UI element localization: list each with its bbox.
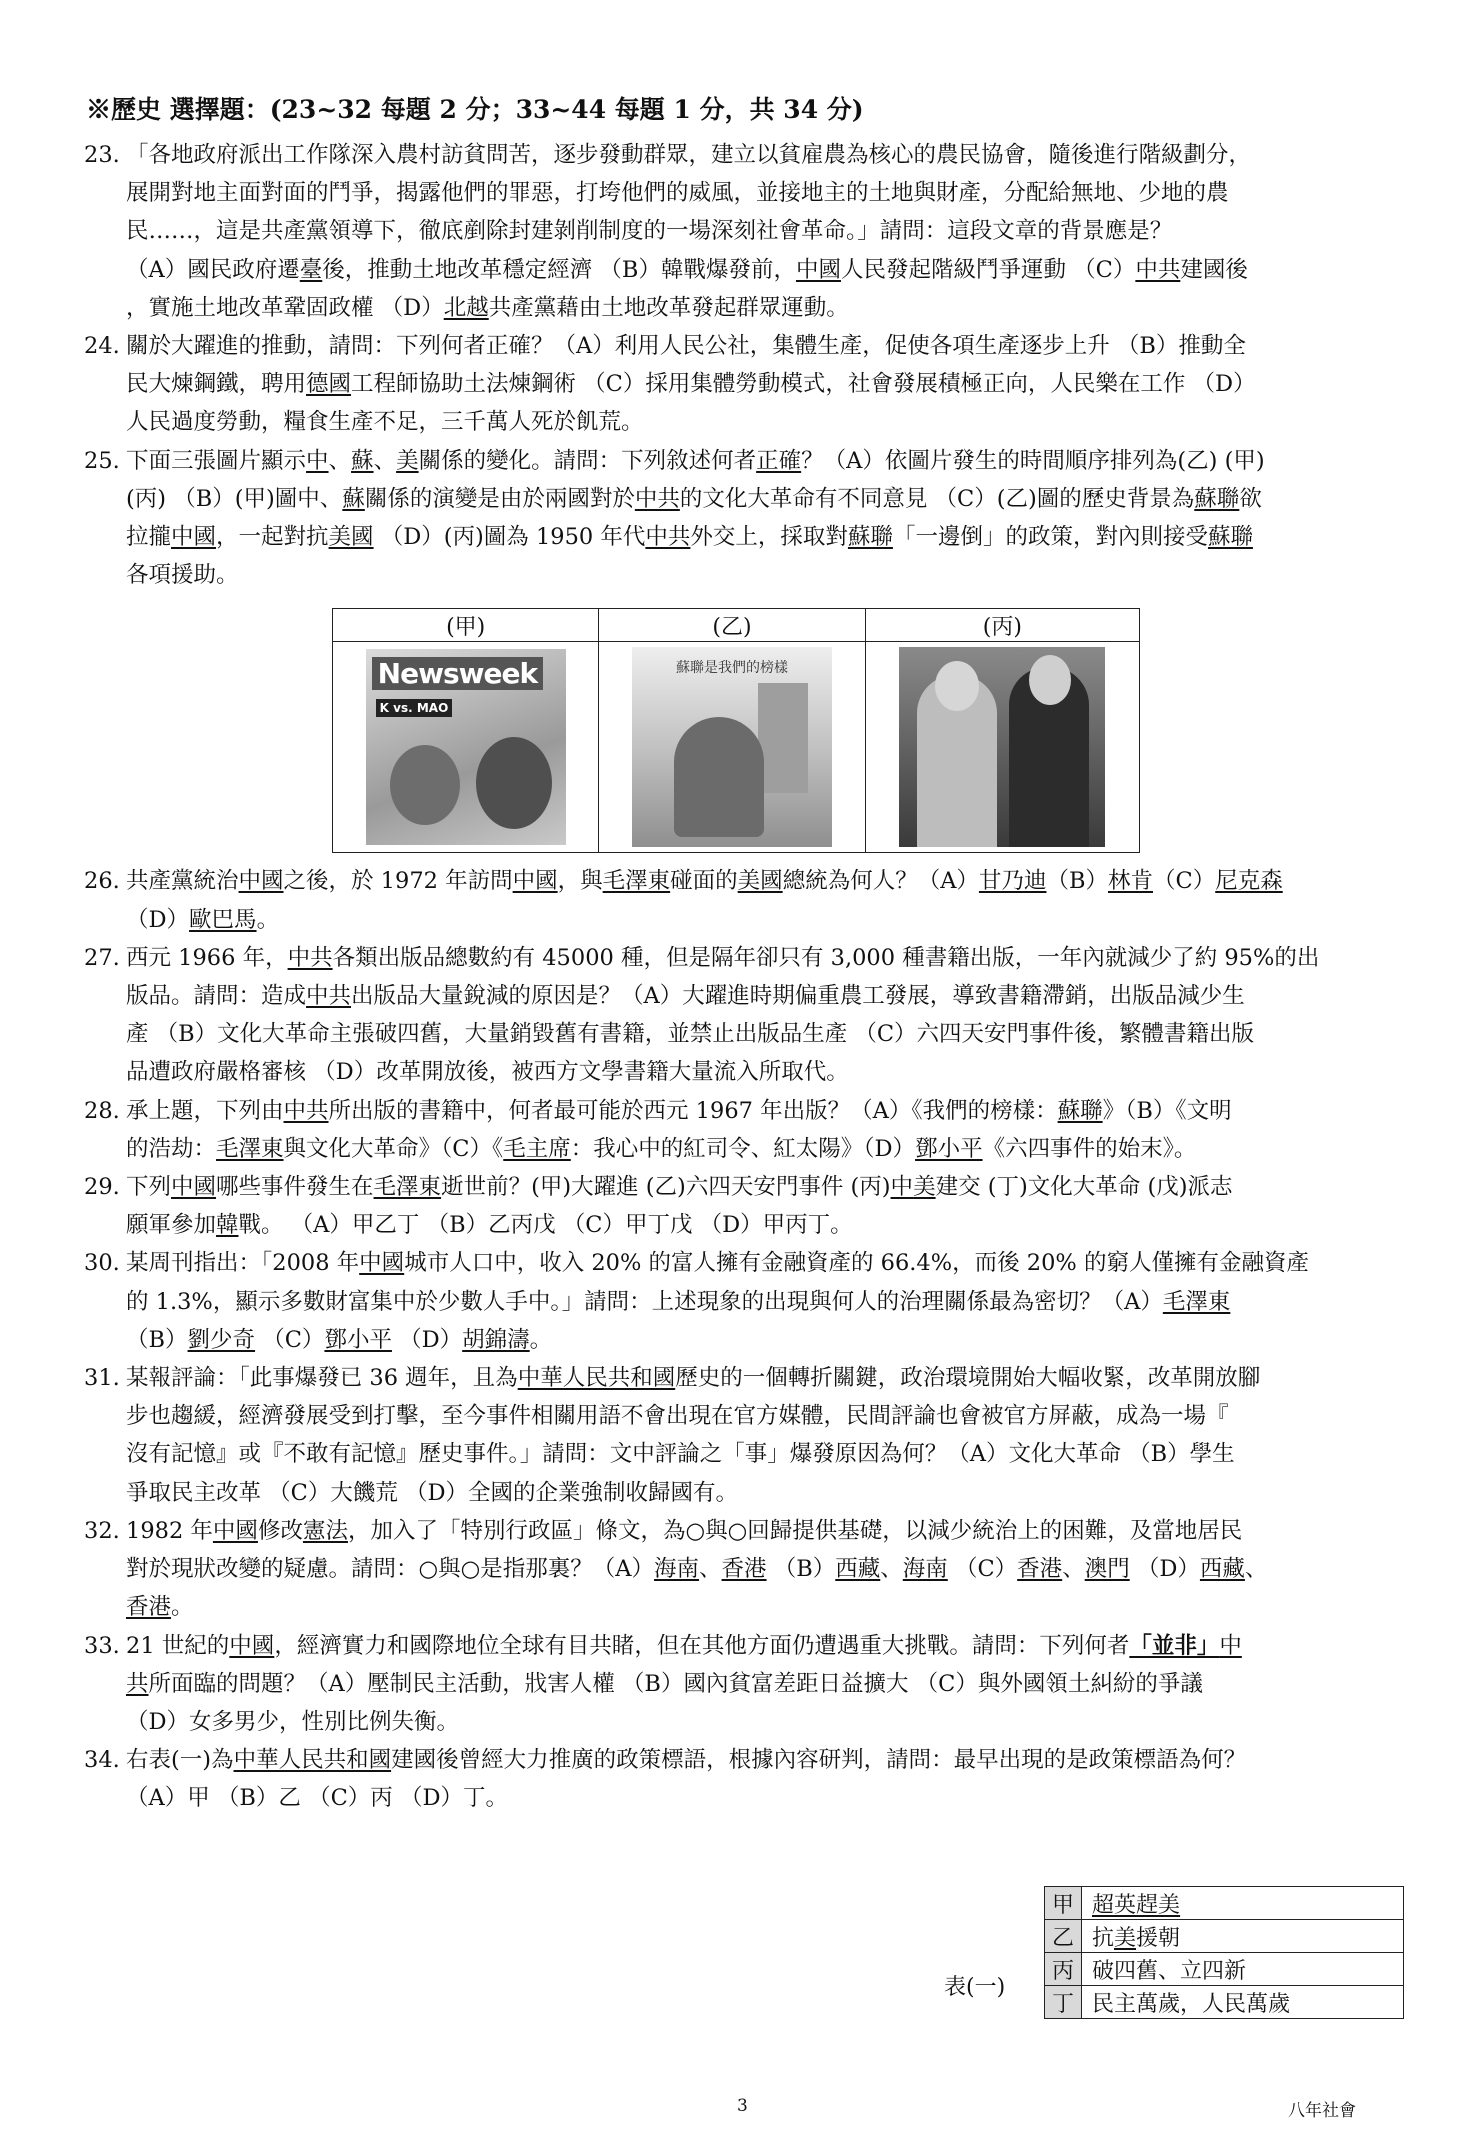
- question-text: 下面三張圖片顯示中、蘇、美關係的變化。請問：下列敘述何者正確？（A）依圖片發生的時間順序排列為(乙) (甲): [126, 447, 1265, 474]
- question-number: 31.: [84, 1365, 120, 1392]
- question-options: 產 （B）文化大革命主張破四舊，大量銷毀舊有書籍，並禁止出版品生產 （C）六四天安門事件後，繁體書籍出版: [126, 1021, 1255, 1048]
- table-row: [1045, 1953, 1404, 1986]
- newsweek-masthead: Newsweek: [372, 657, 543, 690]
- worker-figure: [674, 717, 764, 837]
- question-options: 人民過度勞動，糧食生產不足，三千萬人死於飢荒。: [126, 409, 644, 436]
- question-number: 25.: [84, 447, 120, 474]
- question-27: [84, 939, 1394, 1092]
- question-29: [84, 1168, 1394, 1244]
- table-label: 表(一): [944, 1975, 1006, 2000]
- question-text: 西元 1966 年，中共各類出版品總數約有 45000 種，但是隔年卻只有 3,000 種書籍出版，一年內就減少了約 95%的出: [126, 944, 1320, 971]
- question-options: 各項援助。: [126, 562, 239, 589]
- row-key: 乙: [1045, 1920, 1082, 1953]
- question-23: [84, 136, 1394, 327]
- page-number: 3: [737, 2096, 748, 2116]
- row-key: 丙: [1045, 1953, 1082, 1986]
- question-options: 民大煉鋼鐵，聘用德國工程師協助土法煉鋼術 （C）採用集體勞動模式，社會發展積極正向，人民樂在工作 （D）: [126, 371, 1256, 398]
- picture-cell-bing: [865, 642, 1139, 853]
- section-header: ※歷史 選擇題：(23~32 每題 2 分；33~44 每題 1 分，共 34 分): [86, 95, 864, 124]
- question-text: 民……，這是共產黨領導下，徹底剷除封建剝削制度的一場深刻社會革命。」請問：這段文章的背景應是？: [126, 218, 1173, 245]
- question-text: 1982 年中國修改憲法，加入了「特別行政區」條文，為○與○回歸提供基礎，以減少統治上的困難，及當地居民: [126, 1517, 1243, 1544]
- portrait-shape: [390, 745, 460, 825]
- row-key: 甲: [1045, 1887, 1082, 1920]
- picture-cell-jia: [333, 642, 599, 853]
- question-options: （A）甲 （B）乙 （C）丙 （D）丁。: [126, 1785, 508, 1812]
- question-25: [84, 442, 1394, 595]
- question-text: 「各地政府派出工作隊深入農村訪貧問苦，逐步發動群眾，建立以貧雇農為核心的農民協會，隨後進行階級劃分，: [126, 142, 1252, 168]
- row-value: 超英趕美: [1082, 1887, 1404, 1920]
- question-26: [84, 862, 1394, 938]
- question-options: （D）女多男少，性別比例失衡。: [126, 1708, 460, 1735]
- question-24: [84, 327, 1394, 442]
- question-options: （D）歐巴馬。: [126, 906, 280, 933]
- question-text: 版品。請問：造成中共出版品大量銳減的原因是？（A）大躍進時期偏重農工發展，導致書籍滯銷，出版品減少生: [126, 983, 1245, 1010]
- question-number: 23.: [84, 142, 120, 168]
- portrait-shape: [476, 737, 552, 829]
- question-text: 21 世紀的中國，經濟實力和國際地位全球有目共睹，但在其他方面仍遭遇重大挑戰。請問：下列何者「並非」中: [126, 1632, 1242, 1659]
- question-number: 32.: [84, 1517, 120, 1544]
- propaganda-poster-image: [632, 647, 832, 847]
- question-text: 步也趨緩，經濟發展受到打擊，至今事件相關用語不會出現在官方媒體，民間評論也會被官方屏蔽，成為一場『: [126, 1403, 1229, 1430]
- newsweek-cover-line: K vs. MAO: [376, 699, 453, 717]
- question-options: 共所面臨的問題？（A）壓制民主活動，戕害人權 （B）國內貧富差距日益擴大 （C）與外國領土糾紛的爭議: [126, 1670, 1203, 1697]
- question-text: 的 1.3%，顯示多數財富集中於少數人手中。」請問：上述現象的出現與何人的治理關係最為密切？（A）毛澤東: [126, 1288, 1231, 1315]
- question-options: （A）國民政府遷臺後，推動土地改革穩定經濟 （B）韓戰爆發前，中國人民發起階級鬥爭運動 （C）中共建國後: [126, 256, 1248, 283]
- building-shape: [758, 683, 808, 793]
- question-text: 展開對地主面對面的鬥爭，揭露他們的罪惡，打垮他們的威風，並接地主的土地與財產，分配給無地、少地的農: [126, 180, 1229, 207]
- question-options: 對於現狀改變的疑慮。請問：○與○是指那裏？（A）海南、香港 （B）西藏、海南 （C）香港、澳門 （D）西藏、: [126, 1556, 1268, 1583]
- question-28: [84, 1092, 1394, 1168]
- question-32: [84, 1512, 1394, 1627]
- question-34: [84, 1741, 1394, 1817]
- picture-header-jia: (甲): [333, 609, 599, 642]
- footer-subject: 八年社會: [1288, 2101, 1356, 2121]
- question-number: 34.: [84, 1747, 120, 1774]
- question-options: 拉攏中國，一起對抗美國 （D）(丙)圖為 1950 年代中共外交上，採取對蘇聯「一邊倒」的政策，對內則接受蘇聯: [126, 524, 1253, 551]
- slogan-table: [1044, 1886, 1404, 2019]
- question-33: [84, 1627, 1394, 1742]
- question-options: 的浩劫：毛澤東與文化大革命》（C）《毛主席：我心中的紅司令、紅太陽》（D）鄧小平《六四事件的始末》。: [126, 1135, 1197, 1162]
- picture-header-yi: (乙): [599, 609, 865, 642]
- question-options: 願軍參加韓戰。 （A）甲乙丁 （B）乙丙戊 （C）甲丁戊 （D）甲丙丁。: [126, 1212, 853, 1239]
- row-key: 丁: [1045, 1986, 1082, 2019]
- question-number: 27.: [84, 944, 120, 971]
- question-options: (丙) （B）(甲)圖中、蘇關係的演變是由於兩國對於中共的文化大革命有不同意見 （C）(乙)圖的歷史背景為蘇聯欲: [126, 485, 1262, 512]
- picture-table: [332, 608, 1140, 853]
- question-text: 右表(一)為中華人民共和國建國後曾經大力推廣的政策標語，根據內容研判，請問：最早出現的是政策標語為何？: [126, 1747, 1247, 1774]
- question-options: 沒有記憶』或『不敢有記憶』歷史事件。」請問：文中評論之「事」爆發原因為何？（A）文化大革命 （B）學生: [126, 1441, 1235, 1468]
- table-row: [1045, 1887, 1404, 1920]
- question-number: 30.: [84, 1250, 120, 1277]
- row-value: 民主萬歲，人民萬歲: [1082, 1986, 1404, 2019]
- row-value: 破四舊、立四新: [1082, 1953, 1404, 1986]
- question-text: 某報評論：「此事爆發已 36 週年，且為中華人民共和國歷史的一個轉折關鍵，政治環境開始大幅收緊，改革開放腳: [126, 1365, 1261, 1392]
- poster-caption: 蘇聯是我們的榜樣: [676, 660, 789, 676]
- question-text: 共產黨統治中國之後，於 1972 年訪問中國，與毛澤東碰面的美國總統為何人？（A）甘乃迪（B）林肯（C）尼克森: [126, 868, 1283, 895]
- table-row: [1045, 1920, 1404, 1953]
- question-number: 33.: [84, 1632, 120, 1659]
- question-text: 承上題，下列由中共所出版的書籍中，何者最可能於西元 1967 年出版？（A）《我們的榜樣：蘇聯》（B）《文明: [126, 1097, 1232, 1124]
- question-30: [84, 1244, 1394, 1359]
- question-options: 爭取民主改革 （C）大饑荒 （D）全國的企業強制收歸國有。: [126, 1479, 739, 1506]
- question-number: 24.: [84, 333, 120, 360]
- picture-cell-yi: [599, 642, 865, 853]
- table-row: [1045, 1986, 1404, 2019]
- handshake-photo: [899, 647, 1105, 847]
- question-number: 29.: [84, 1174, 120, 1201]
- question-text: 某周刊指出：「2008 年中國城市人口中，收入 20% 的富人擁有金融資產的 66.4%，而後 20% 的窮人僅擁有金融資產: [126, 1250, 1309, 1277]
- newsweek-cover-image: [366, 649, 566, 845]
- question-text: 關於大躍進的推動，請問：下列何者正確？（A）利用人民公社，集體生產，促使各項生產逐步上升 （B）推動全: [126, 333, 1246, 360]
- question-options: （B）劉少奇 （C）鄧小平 （D）胡錦濤。: [126, 1326, 553, 1353]
- question-options: 香港。: [126, 1594, 194, 1621]
- question-options: 品遭政府嚴格審核 （D）改革開放後，被西方文學書籍大量流入所取代。: [126, 1059, 849, 1086]
- question-number: 28.: [84, 1097, 120, 1124]
- row-value: 抗美援朝: [1082, 1920, 1404, 1953]
- question-list: [84, 136, 1394, 1818]
- question-number: 26.: [84, 868, 120, 895]
- question-text: 下列中國哪些事件發生在毛澤東逝世前？(甲)大躍進 (乙)六四天安門事件 (丙)中美建交 (丁)文化大革命 (戊)派志: [126, 1174, 1233, 1201]
- question-options: ，實施土地改革鞏固政權 （D）北越共產黨藉由土地改革發起群眾運動。: [126, 294, 849, 321]
- picture-header-bing: (丙): [865, 609, 1139, 642]
- question-31: [84, 1359, 1394, 1512]
